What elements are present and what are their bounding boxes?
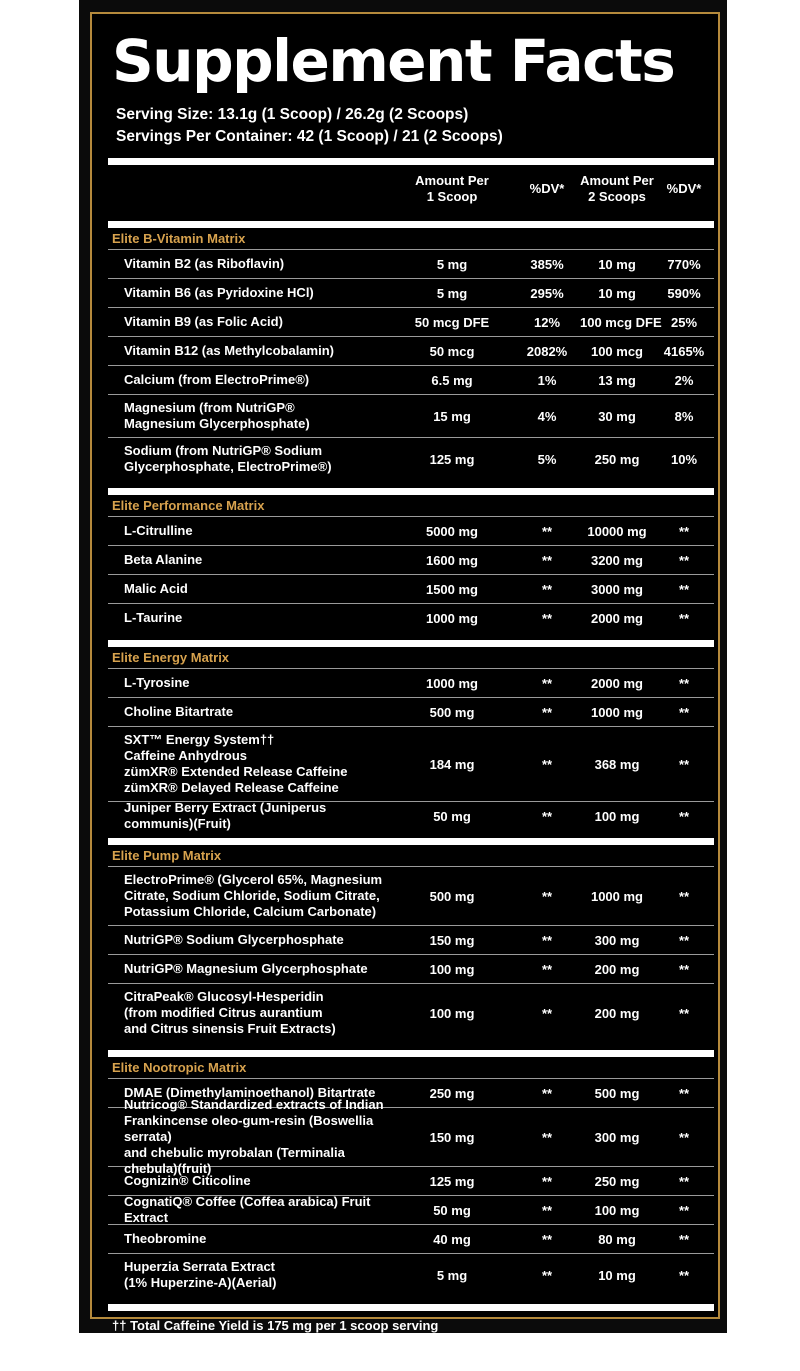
amount-1-scoop: 250 mg — [429, 1085, 475, 1101]
dv-1-scoop: 1% — [537, 372, 557, 388]
amount-2-scoops: 80 mg — [598, 1231, 636, 1247]
nutrient-row — [108, 437, 714, 480]
dv-2-scoops: ** — [678, 610, 690, 626]
amount-1-scoop: 1500 mg — [425, 581, 479, 597]
amount-2-scoops: 300 mg — [594, 1129, 640, 1145]
ingredient-name: Cognizin® Citicoline — [124, 1173, 251, 1188]
ingredient-name: NutriGP® Sodium Glycerphosphate — [124, 932, 344, 947]
dv-1-scoop: ** — [541, 1085, 553, 1101]
amount-1-scoop: 1000 mg — [425, 675, 479, 691]
dv-1-scoop: ** — [541, 1231, 553, 1247]
dv-2-scoops: ** — [678, 675, 690, 691]
amount-1-scoop: 40 mg — [433, 1231, 471, 1247]
sections-container — [108, 221, 714, 1296]
amount-2-scoops: 1000 mg — [590, 888, 644, 904]
nutrient-row — [108, 1253, 714, 1296]
amount-2-scoops: 3200 mg — [590, 552, 644, 568]
amount-2-scoops: 250 mg — [594, 451, 640, 467]
section-title: Elite Performance Matrix — [112, 498, 265, 513]
ingredient-name: Calcium (from ElectroPrime®) — [124, 372, 310, 387]
thick-divider — [108, 488, 714, 495]
amount-2-scoops: 100 mcg DFE — [580, 314, 662, 330]
ingredient-name: Juniper Berry Extract (Juniperus communis)(Fruit) — [124, 800, 327, 831]
thick-divider — [108, 221, 714, 228]
header-amount-1-scoop: Amount Per 1 Scoop — [415, 173, 489, 204]
dv-2-scoops: ** — [678, 523, 690, 539]
footnote-percent-dv: * Percent Daily Values (DV) are based on a 2,000 calorie diet — [112, 1336, 482, 1351]
dv-1-scoop: ** — [541, 610, 553, 626]
section-title: Elite Energy Matrix — [112, 650, 230, 665]
ingredient-name: Beta Alanine — [124, 552, 203, 567]
amount-2-scoops: 100 mg — [594, 808, 640, 824]
amount-1-scoop: 5 mg — [436, 256, 468, 272]
section-title: Elite Pump Matrix — [112, 848, 222, 863]
nutrient-row — [108, 365, 714, 394]
ingredient-name: Choline Bitartrate — [124, 704, 234, 719]
dv-2-scoops: 590% — [667, 285, 701, 301]
dv-1-scoop: ** — [541, 932, 553, 948]
dv-1-scoop: 4% — [537, 408, 557, 424]
serving-info — [108, 104, 714, 148]
amount-1-scoop: 500 mg — [429, 704, 475, 720]
ingredient-name: Vitamin B9 (as Folic Acid) — [124, 314, 283, 329]
ingredient-name: Vitamin B6 (as Pyridoxine HCl) — [124, 285, 314, 300]
ingredient-name: CognatiQ® Coffee (Coffea arabica) Fruit Extract — [124, 1194, 371, 1225]
amount-1-scoop: 15 mg — [433, 408, 471, 424]
amount-1-scoop: 6.5 mg — [431, 372, 473, 388]
amount-1-scoop: 125 mg — [429, 1173, 475, 1189]
nutrient-row — [108, 307, 714, 336]
amount-2-scoops: 300 mg — [594, 932, 640, 948]
ingredient-name: Vitamin B12 (as Methylcobalamin) — [124, 343, 334, 358]
dv-2-scoops: ** — [678, 704, 690, 720]
ingredient-name: Vitamin B2 (as Riboflavin) — [124, 256, 285, 271]
supplement-facts-panel — [108, 22, 714, 1371]
amount-1-scoop: 150 mg — [429, 1129, 475, 1145]
dv-2-scoops: ** — [678, 808, 690, 824]
amount-2-scoops: 13 mg — [598, 372, 636, 388]
ingredient-name: L-Citrulline — [124, 523, 193, 538]
dv-2-scoops: 25% — [670, 314, 698, 330]
ingredient-name: Nutricog® Standardized extracts of Indian Frankincense oleo-gum-resin (Boswellia serrata) and chebulic myrobalan (Terminalia chebula)(fruit) — [124, 1097, 384, 1176]
dv-2-scoops: ** — [678, 1129, 690, 1145]
amount-2-scoops: 100 mg — [594, 1202, 640, 1218]
ingredient-name: Theobromine — [124, 1231, 207, 1246]
dv-2-scoops: ** — [678, 961, 690, 977]
amount-2-scoops: 2000 mg — [590, 610, 644, 626]
amount-2-scoops: 10 mg — [598, 1267, 636, 1283]
ingredient-name: CitraPeak® Glucosyl-Hesperidin (from modified Citrus aurantium and Citrus sinensis Fruit Extracts) — [124, 989, 336, 1036]
nutrient-row — [108, 249, 714, 278]
amount-2-scoops: 368 mg — [594, 756, 640, 772]
header-dv-2: %DV* — [666, 181, 702, 196]
amount-1-scoop: 125 mg — [429, 451, 475, 467]
nutrient-row — [108, 1195, 714, 1224]
dv-1-scoop: ** — [541, 1202, 553, 1218]
dv-1-scoop: ** — [541, 1005, 553, 1021]
amount-1-scoop: 1000 mg — [425, 610, 479, 626]
amount-2-scoops: 3000 mg — [590, 581, 644, 597]
dv-2-scoops: ** — [678, 1202, 690, 1218]
footnote-caffeine: †† Total Caffeine Yield is 175 mg per 1 scoop serving — [112, 1318, 439, 1333]
nutrient-row — [108, 697, 714, 726]
ingredient-name: ElectroPrime® (Glycerol 65%, Magnesium Citrate, Sodium Chloride, Sodium Citrate, Potassium Chloride, Calcium Carbonate) — [124, 872, 383, 919]
thick-divider — [108, 1050, 714, 1057]
nutrient-row — [108, 866, 714, 925]
dv-1-scoop: ** — [541, 808, 553, 824]
dv-1-scoop: 5% — [537, 451, 557, 467]
dv-2-scoops: ** — [678, 1267, 690, 1283]
amount-1-scoop: 5 mg — [436, 1267, 468, 1283]
amount-1-scoop: 184 mg — [429, 756, 475, 772]
nutrient-row — [108, 603, 714, 632]
dv-1-scoop: 12% — [533, 314, 561, 330]
amount-1-scoop: 50 mcg DFE — [414, 314, 490, 330]
dv-2-scoops: ** — [678, 552, 690, 568]
dv-1-scoop: ** — [541, 756, 553, 772]
dv-1-scoop: ** — [541, 581, 553, 597]
nutrient-row — [108, 726, 714, 801]
dv-1-scoop: ** — [541, 552, 553, 568]
nutrient-row — [108, 1097, 714, 1176]
amount-1-scoop: 150 mg — [429, 932, 475, 948]
column-header-row — [108, 165, 714, 213]
servings-per-container: Servings Per Container: 42 (1 Scoop) / 21 (2 Scoops) — [116, 128, 503, 145]
dv-1-scoop: ** — [541, 523, 553, 539]
amount-2-scoops: 500 mg — [594, 1085, 640, 1101]
nutrient-row — [108, 925, 714, 954]
dv-2-scoops: ** — [678, 756, 690, 772]
footnote-dv-not-established: ** Daily Value not established — [112, 1354, 294, 1369]
nutrient-row — [108, 668, 714, 697]
amount-1-scoop: 5 mg — [436, 285, 468, 301]
nutrient-row — [108, 801, 714, 830]
nutrient-row — [108, 983, 714, 1042]
dv-2-scoops: 4165% — [663, 343, 705, 359]
dv-1-scoop: 385% — [530, 256, 564, 272]
amount-2-scoops: 30 mg — [598, 408, 636, 424]
dv-1-scoop: ** — [541, 888, 553, 904]
amount-2-scoops: 250 mg — [594, 1173, 640, 1189]
panel-title: Supplement Facts — [112, 27, 675, 95]
dv-1-scoop: ** — [541, 1173, 553, 1189]
thick-divider-bottom — [108, 1304, 714, 1311]
ingredient-name: L-Taurine — [124, 610, 183, 625]
amount-1-scoop: 50 mg — [433, 808, 471, 824]
dv-1-scoop: ** — [541, 675, 553, 691]
header-dv-1: %DV* — [529, 181, 565, 196]
dv-2-scoops: ** — [678, 888, 690, 904]
nutrient-row — [108, 336, 714, 365]
dv-1-scoop: ** — [541, 704, 553, 720]
dv-2-scoops: ** — [678, 1173, 690, 1189]
nutrient-row — [108, 278, 714, 307]
amount-2-scoops: 2000 mg — [590, 675, 644, 691]
dv-2-scoops: 770% — [667, 256, 701, 272]
ingredient-name: Huperzia Serrata Extract (1% Huperzine-A)(Aerial) — [124, 1259, 277, 1290]
ingredient-name: Malic Acid — [124, 581, 188, 596]
thick-divider — [108, 158, 714, 165]
nutrient-row — [108, 394, 714, 437]
ingredient-name: SXT™ Energy System†† Caffeine Anhydrous zümXR® Extended Release Caffeine zümXR® Delayed Release Caffeine — [124, 732, 348, 795]
ingredient-name: Sodium (from NutriGP® Sodium Glycerphosphate, ElectroPrime®) — [124, 443, 332, 474]
amount-1-scoop: 50 mcg — [429, 343, 475, 359]
dv-1-scoop: ** — [541, 961, 553, 977]
nutrient-row — [108, 545, 714, 574]
dv-2-scoops: 10% — [670, 451, 698, 467]
header-amount-2-scoops: Amount Per 2 Scoops — [580, 173, 654, 204]
nutrient-row — [108, 1224, 714, 1253]
amount-2-scoops: 10000 mg — [587, 523, 647, 539]
amount-2-scoops: 200 mg — [594, 961, 640, 977]
nutrient-row — [108, 954, 714, 983]
amount-2-scoops: 10 mg — [598, 256, 636, 272]
dv-1-scoop: 2082% — [526, 343, 568, 359]
ingredient-name: L-Tyrosine — [124, 675, 190, 690]
ingredient-name: DMAE (Dimethylaminoethanol) Bitartrate — [124, 1085, 376, 1100]
amount-2-scoops: 200 mg — [594, 1005, 640, 1021]
serving-size: Serving Size: 13.1g (1 Scoop) / 26.2g (2 Scoops) — [116, 106, 469, 123]
ingredient-name: Magnesium (from NutriGP® Magnesium Glycerphosphate) — [124, 400, 310, 431]
amount-1-scoop: 500 mg — [429, 888, 475, 904]
amount-1-scoop: 50 mg — [433, 1202, 471, 1218]
dv-2-scoops: 2% — [674, 372, 694, 388]
section-title: Elite Nootropic Matrix — [112, 1060, 247, 1075]
ingredient-name: NutriGP® Magnesium Glycerphosphate — [124, 961, 368, 976]
dv-2-scoops: 8% — [674, 408, 694, 424]
amount-1-scoop: 1600 mg — [425, 552, 479, 568]
amount-2-scoops: 1000 mg — [590, 704, 644, 720]
nutrient-row — [108, 516, 714, 545]
amount-2-scoops: 10 mg — [598, 285, 636, 301]
amount-2-scoops: 100 mcg — [590, 343, 644, 359]
amount-1-scoop: 100 mg — [429, 961, 475, 977]
amount-1-scoop: 5000 mg — [425, 523, 479, 539]
dv-2-scoops: ** — [678, 1231, 690, 1247]
footnotes — [108, 1317, 714, 1371]
thick-divider — [108, 838, 714, 845]
amount-1-scoop: 100 mg — [429, 1005, 475, 1021]
dv-1-scoop: 295% — [530, 285, 564, 301]
section-title: Elite B-Vitamin Matrix — [112, 231, 246, 246]
nutrient-row — [108, 574, 714, 603]
dv-2-scoops: ** — [678, 1085, 690, 1101]
dv-1-scoop: ** — [541, 1267, 553, 1283]
dv-1-scoop: ** — [541, 1129, 553, 1145]
thick-divider — [108, 640, 714, 647]
dv-2-scoops: ** — [678, 581, 690, 597]
dv-2-scoops: ** — [678, 932, 690, 948]
dv-2-scoops: ** — [678, 1005, 690, 1021]
